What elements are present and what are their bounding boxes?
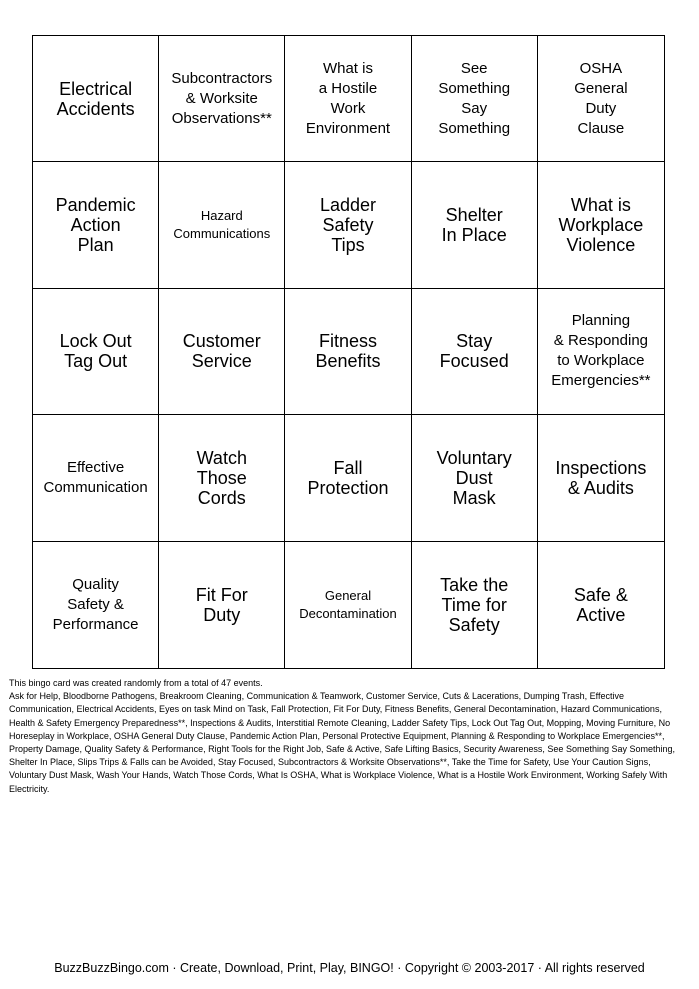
bingo-cell: Take the Time for Safety xyxy=(412,542,538,668)
bingo-cell: Stay Focused xyxy=(412,289,538,415)
bingo-cell: What is a Hostile Work Environment xyxy=(285,36,411,162)
bingo-cell: Ladder Safety Tips xyxy=(285,162,411,288)
bingo-cell: Subcontractors & Worksite Observations** xyxy=(159,36,285,162)
bingo-cell: Fitness Benefits xyxy=(285,289,411,415)
bingo-cell: Effective Communication xyxy=(33,415,159,541)
event-note xyxy=(9,677,689,796)
bingo-cell: Planning & Responding to Workplace Emergencies** xyxy=(538,289,664,415)
bingo-cell: Customer Service xyxy=(159,289,285,415)
bingo-cell: Electrical Accidents xyxy=(33,36,159,162)
bingo-cell: Pandemic Action Plan xyxy=(33,162,159,288)
bingo-cell: Fall Protection xyxy=(285,415,411,541)
bingo-cell: Watch Those Cords xyxy=(159,415,285,541)
bingo-cell: Quality Safety & Performance xyxy=(33,542,159,668)
created-line: This bingo card was created randomly from a total of 47 events. xyxy=(9,678,263,688)
bingo-cell: OSHA General Duty Clause xyxy=(538,36,664,162)
bingo-cell: Fit For Duty xyxy=(159,542,285,668)
bingo-cell: Shelter In Place xyxy=(412,162,538,288)
bingo-grid xyxy=(32,35,665,669)
bingo-cell: See Something Say Something xyxy=(412,36,538,162)
bingo-cell: Hazard Communications xyxy=(159,162,285,288)
bingo-cell: Lock Out Tag Out xyxy=(33,289,159,415)
footer-copyright: BuzzBuzzBingo.com · Create, Download, Print, Play, BINGO! · Copyright © 2003-2017 · All rights reserved xyxy=(54,961,645,975)
events-list: Ask for Help, Bloodborne Pathogens, Breakroom Cleaning, Communication & Teamwork, Customer Service, Cuts & Lacerations, Dumping Trash, Effective Communication, Electrical Accidents, Eyes on task Mind on Task, Fall Protection, Fit For Duty, Fitness Benefits, General Decontamination, Hazard Communications, Health & Safety Emergency Preparedness**, Inspections & Audits, Interstitial Remote Cleaning, Ladder Safety Tips, Lock Out Tag Out, Mopping, Moving Furniture, No Horeseplay in Workplace, OSHA General Duty Clause, Pandemic Action Plan, Personal Protective Equipment, Planning & Responding to Workplace Emergencies**, Property Damage, Quality Safety & Performance, Right Tools for the Right Job, Safe & Active, Safe Lifting Basics, Security Awareness, See Something Say Something, Shelter In Place, Slips Trips & Falls can be Avoided, Stay Focused, Subcontractors & Worksite Observations**, Take the Time for Safety, Use Your Caution Signs, Voluntary Dust Mask, Wash Your Hands, Watch Those Cords, What Is OSHA, What is Workplace Violence, What is a Hostile Work Environment, Working Safely With Electricity. xyxy=(9,691,676,794)
bingo-cell: Safe & Active xyxy=(573,584,628,625)
bingo-cell: What is Workplace Violence xyxy=(538,162,664,288)
bingo-cell: Inspections & Audits xyxy=(538,415,664,541)
bingo-cell: Voluntary Dust Mask xyxy=(412,415,538,541)
bingo-cell: General Decontamination xyxy=(285,542,411,668)
